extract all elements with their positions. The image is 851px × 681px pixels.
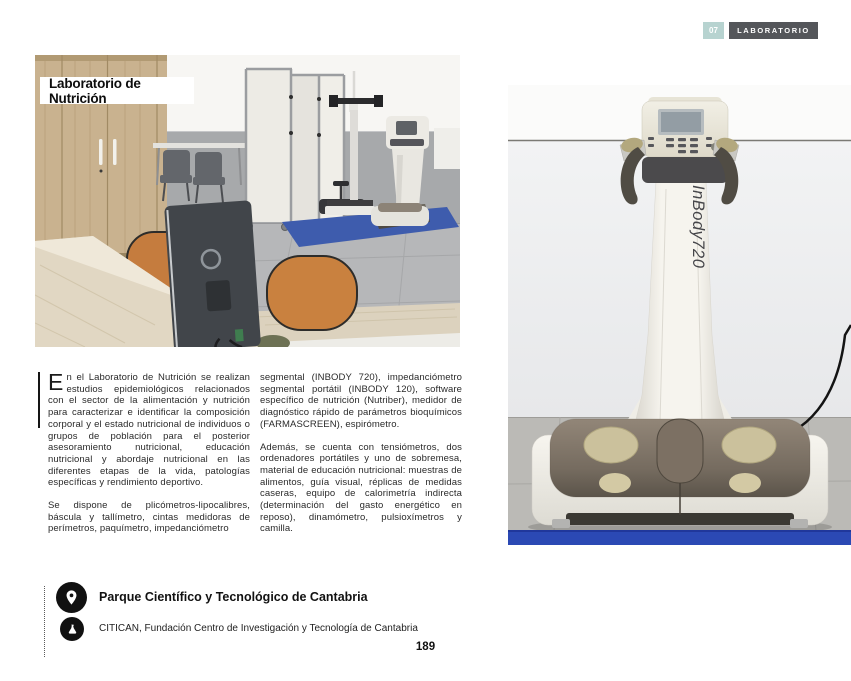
chapter-number-tag [703, 22, 724, 39]
inbody-illustration [508, 85, 851, 545]
text-column-2 [260, 372, 462, 546]
pen-cup [235, 329, 244, 342]
section-label-tag [729, 22, 818, 39]
base-foot-left [552, 519, 570, 528]
lab-flask-icon [66, 623, 79, 636]
chapter-number: 07 [709, 26, 718, 35]
text-column-1 [48, 369, 250, 546]
foot-electrode-heel-right [722, 427, 776, 463]
map-pin-icon [63, 589, 80, 606]
monitor-back [164, 200, 261, 347]
page-title: Laboratorio de Nutrición [49, 75, 141, 106]
neck-band [642, 157, 728, 183]
paragraph: segmental (INBODY 720), impedanciómetro segmental portátil (INBODY 120), software específico de nutrición (Nutriber), medidor de diagnóstico rápido de parámetros bioquímicos (FARMASCREEN), espirómetro. [260, 372, 462, 430]
paragraph: En el Laboratorio de Nutrición se realizan estudios epidemiológicos relacionados con el sector de la alimentación y nutrición para caracterizar e identificar la composición corporal y el estado nutricional de individuos o grupos de población para el posterior asesoramiento nutricional, educación nutricional y abordaje nutricional en las diferentes etapas de la vida, patologías específicas y rendimiento deportivo. [48, 369, 250, 489]
location-badge [56, 582, 87, 613]
page-number: 189 [415, 641, 436, 653]
base-foot-right [790, 519, 808, 528]
wall-cabinet [434, 128, 460, 169]
paragraph: Se dispone de plicómetros-lipocalibres, báscula y tallímetro, cintas medidoras de perímetros, paquímetro, impedanciómetro [48, 500, 250, 535]
paragraph-accent-bar [38, 372, 40, 428]
paragraph: Además, se cuenta con tensiómetros, dos ordenadores portátiles y uno de sobremesa, material de educación nutricional: muestras de alimentos, guía visual, réplicas de medidas caseras, equipo de calorimetría indirecta (determinación del gasto energético en reposo), dinamómetro, pulsioxímetros y camilla. [260, 441, 462, 535]
foot-electrode-heel-left [584, 427, 638, 463]
blue-floor-strip [508, 531, 851, 545]
desktop-monitor [164, 200, 261, 347]
inbody-photo [508, 85, 851, 545]
organization-name: CITICAN, Fundación Centro de Investigación y Tecnología de Cantabria [99, 623, 418, 634]
organization-badge [60, 617, 84, 641]
section-label: LABORATORIO [737, 26, 810, 35]
location-name: Parque Científico y Tecnológico de Cantabria [99, 590, 368, 604]
foot-electrode-toe-right [729, 473, 761, 493]
center-divider [657, 419, 703, 483]
foot-electrode-toe-left [599, 473, 631, 493]
base-platform [532, 419, 828, 528]
article-title-box [40, 77, 194, 104]
orange-chair-right [267, 256, 357, 330]
device-model-label: InBody720 [689, 185, 707, 269]
